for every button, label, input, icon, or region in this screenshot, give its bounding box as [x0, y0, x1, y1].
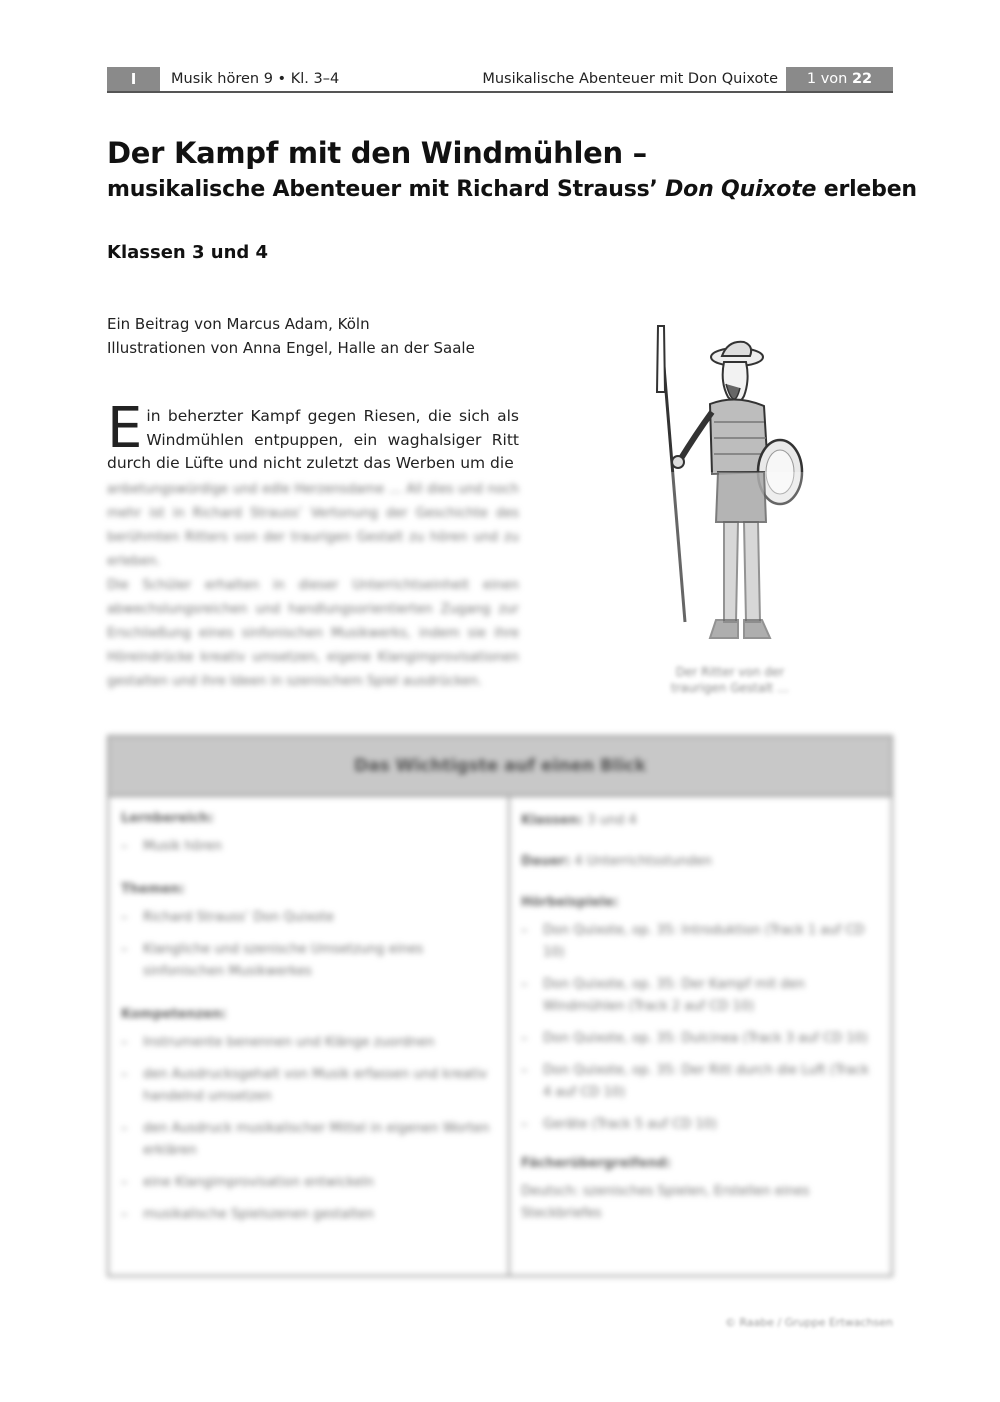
grade-level: Klassen 3 und 4 [107, 242, 269, 263]
overview-box [107, 735, 893, 1277]
header-rule [107, 91, 893, 93]
overview-right-column [521, 799, 881, 1225]
kompetenzen-label: Kompetenzen: [121, 1007, 227, 1022]
list-item: – Musik hören [121, 836, 491, 858]
subtitle-pre: musikalische Abenteuer mit Richard Strauss’ [107, 177, 666, 202]
list-item: – Klangliche und szenische Umsetzung eines sinfonischen Musikwerkes [121, 939, 491, 983]
faecher-value: Deutsch: szenisches Spielen, Erstellen eines Steckbriefes [521, 1184, 810, 1221]
intro-continuation: anbetungswürdige und edle Herzensdame … All dies und noch mehr ist in Richard Strauss’ Vertonung der Geschichte des berühmten Ritters von der traurigen Gestalt zu hören und zu erleben. [107, 482, 519, 569]
copyright-footer: © Raabe / Gruppe Ertwachsen [724, 1316, 893, 1329]
page-header [107, 67, 893, 93]
dauer-row [521, 854, 881, 869]
list-item: – Don Quixote, op. 35: Der Ritt durch die Luft (Track 4 auf CD 10) [521, 1060, 881, 1104]
page-total: 22 [851, 71, 873, 87]
klassen-label: Klassen: [521, 813, 584, 828]
unit-title: Musikalische Abenteuer mit Don Quixote [482, 71, 778, 87]
intro-paragraph [107, 396, 519, 476]
list-item: – den Ausdruck musikalischer Mittel in eigenen Worten erklären [121, 1118, 491, 1162]
overview-left-column [121, 799, 491, 1236]
lernbereich-label: Lernbereich: [121, 811, 214, 826]
faecher-label: Fächerübergreifend: [521, 1156, 672, 1171]
author-credit: Ein Beitrag von Marcus Adam, Köln [107, 315, 370, 333]
knight-drawing [640, 322, 820, 652]
figure-caption: Der Ritter von der traurigen Gestalt … [670, 665, 790, 695]
dauer-value: 4 Unterrichtsstunden [574, 854, 712, 869]
list-item: – Don Quixote, op. 35: Der Kampf mit den Windmühlen (Track 2 auf CD 10) [521, 974, 881, 1018]
page-subtitle [107, 177, 917, 202]
list-item: – den Ausdrucksgehalt von Musik erfassen und kreativ handelnd umsetzen [121, 1064, 491, 1108]
list-item: – musikalische Spielszenen gestalten [121, 1204, 491, 1226]
list-item: – Don Quixote, op. 35: Dulcinea (Track 3 auf CD 10) [521, 1028, 881, 1050]
illustrator-credit: Illustrationen von Anna Engel, Halle an der Saale [107, 339, 475, 357]
klassen-row [521, 813, 881, 828]
drop-cap: E [107, 396, 143, 461]
page-prefix: 1 von [806, 71, 848, 87]
list-item: – Geräte (Track 5 auf CD 10) [521, 1114, 881, 1136]
don-quixote-illustration [640, 322, 820, 652]
overview-heading: Das Wichtigste auf einen Blick [109, 737, 891, 797]
themen-label: Themen: [121, 882, 185, 897]
series-label: Musik hören 9 • Kl. 3–4 [171, 71, 340, 87]
dauer-label: Dauer: [521, 854, 571, 869]
list-item: – Instrumente benennen und Klänge zuordnen [121, 1032, 491, 1054]
column-divider [508, 795, 510, 1275]
hoerbeispiele-label: Hörbeispiele: [521, 895, 619, 910]
page-title: Der Kampf mit den Windmühlen – [107, 136, 647, 170]
list-item: – Don Quixote, op. 35: Introduktion (Track 1 auf CD 10) [521, 920, 881, 964]
intro-text: in beherzter Kampf gegen Riesen, die sich als Windmühlen entpuppen, ein waghalsiger Ritt durch die Lüfte und nicht zuletzt das Werben um die [107, 407, 519, 472]
subtitle-post: erleben [816, 177, 917, 202]
list-item: – eine Klangimprovisation entwickeln [121, 1172, 491, 1194]
subtitle-work-title: Don Quixote [665, 177, 817, 202]
list-item: – Richard Strauss’ Don Quixote [121, 907, 491, 929]
lesson-description: Die Schüler erhalten in dieser Unterrichtseinheit einen abwechslungsreichen und handlungsorientierten Zugang zur Erschließung eines sinfonischen Musikwerks, indem sie ihre Höreindrücke kreativ umsetzen, eigene Klangimprovisationen gestalten und ihre Ideen in szenischem Spiel ausdrücken. [107, 578, 519, 689]
section-marker: I [107, 67, 160, 91]
klassen-value: 3 und 4 [587, 813, 637, 828]
page-counter [786, 67, 893, 91]
